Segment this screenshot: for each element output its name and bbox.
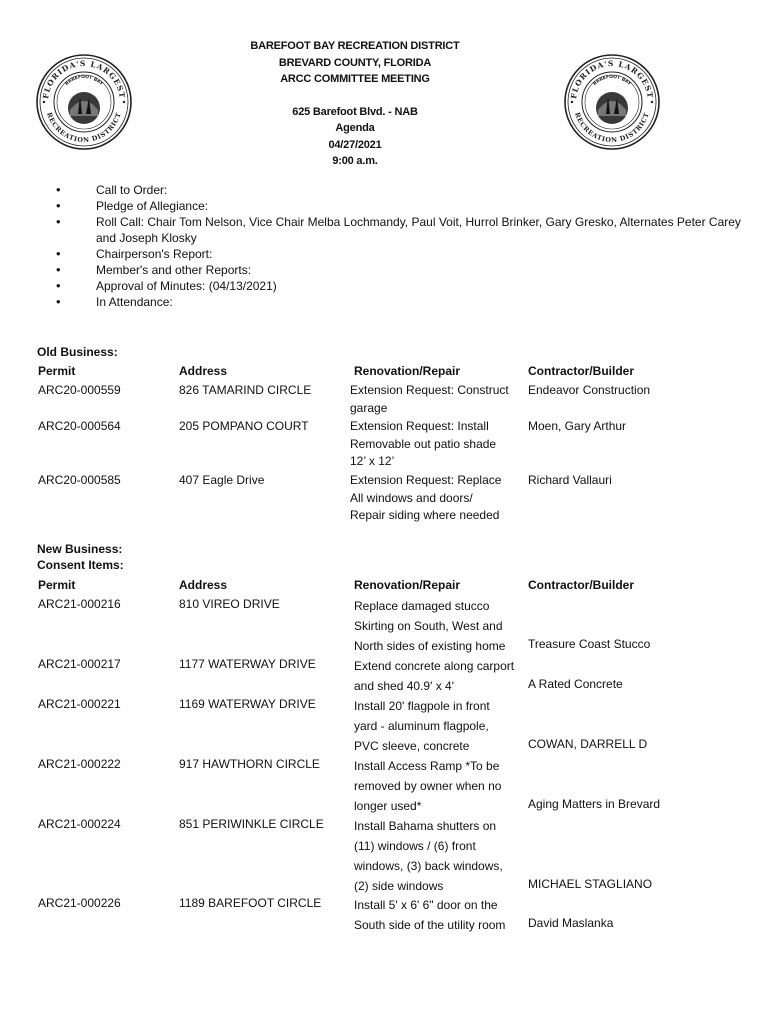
work-cell: Install Bahama shutters on (11) windows / (6) front windows, (3) back windows, (2) side windows <box>354 819 503 893</box>
agenda-item: • Member's and other Reports: <box>56 262 252 277</box>
bullet-icon: • <box>56 182 61 197</box>
contractor-cell: MICHAEL STAGLIANO <box>528 877 653 891</box>
permit-cell: ARC21-000226 <box>38 896 121 910</box>
permit-cell: ARC20-000585 <box>38 473 121 487</box>
agenda-item: • Call to Order: <box>56 182 168 197</box>
column-header: Renovation/Repair <box>354 364 461 378</box>
permit-cell: ARC21-000216 <box>38 597 121 611</box>
bullet-icon: • <box>56 278 61 293</box>
meeting-time: 9:00 a.m. <box>332 155 378 167</box>
agenda-item: • Roll Call: Chair Tom Nelson, Vice Chair Melba Lochmandy, Paul Voit, Hurrol Brinker, Gary Gresko, Alternates Peter Carey and Joseph Klosky <box>56 214 741 245</box>
work-cell: Extension Request: Replace All windows and doors/ Repair siding where needed <box>350 473 502 522</box>
work-cell: Extend concrete along carport and shed 40.9' x 4' <box>354 659 515 693</box>
column-header: Permit <box>38 364 76 378</box>
contractor-cell: Aging Matters in Brevard <box>528 797 661 811</box>
contractor-cell: Richard Vallauri <box>528 473 612 487</box>
address-cell: 851 PERIWINKLE CIRCLE <box>179 817 324 831</box>
address-cell: 1177 WATERWAY DRIVE <box>179 657 316 671</box>
address-cell: 1189 BAREFOOT CIRCLE <box>179 896 322 910</box>
address-cell: 826 TAMARIND CIRCLE <box>179 383 312 397</box>
agenda-item: • Chairperson's Report: <box>56 246 213 261</box>
permit-cell: ARC21-000222 <box>38 757 121 771</box>
agenda-header <box>0 38 710 170</box>
meeting-date: 04/27/2021 <box>328 138 382 151</box>
agenda-item: • Pledge of Allegiance: <box>56 198 209 213</box>
work-cell: Install 20' flagpole in front yard - aluminum flagpole, PVC sleeve, concrete <box>354 699 490 753</box>
svg-text:BAREFOOT BAY: BAREFOOT BAY <box>592 74 632 87</box>
contractor-cell: Treasure Coast Stucco <box>528 637 651 651</box>
permit-cell: ARC21-000217 <box>38 657 121 671</box>
work-cell: Install 5' x 6' 6" door on the South side of the utility room <box>354 898 506 932</box>
svg-text:RECREATION DISTRICT: RECREATION DISTRICT <box>573 111 651 145</box>
bullet-icon: • <box>56 294 61 309</box>
column-header: Contractor/Builder <box>528 578 635 592</box>
svg-text:FLORIDA'S LARGEST: FLORIDA'S LARGEST <box>41 58 127 100</box>
work-cell: Extension Request: Install Removable out patio shade 12’ x 12’ <box>350 419 497 468</box>
permit-cell: ARC20-000559 <box>38 383 121 397</box>
svg-text:BAREFOOT BAY: BAREFOOT BAY <box>64 74 104 87</box>
permit-cell: ARC21-000224 <box>38 817 121 831</box>
agenda-item: • In Attendance: <box>56 294 173 309</box>
county-name: BREVARD COUNTY, FLORIDA <box>278 56 432 69</box>
contractor-cell: Endeavor Construction <box>528 383 651 397</box>
work-cell: Extension Request: Construct garage <box>350 383 509 415</box>
permit-cell: ARC21-000221 <box>38 697 121 711</box>
svg-text:FLORIDA'S LARGEST: FLORIDA'S LARGEST <box>569 58 655 100</box>
agenda-item: • Approval of Minutes: (04/13/2021) <box>56 278 277 293</box>
column-header: Address <box>179 578 228 592</box>
svg-text:RECREATION DISTRICT: RECREATION DISTRICT <box>45 111 123 145</box>
document-type: Agenda <box>335 122 375 134</box>
meeting-name: ARCC COMMITTEE MEETING <box>280 73 430 85</box>
work-cell: Install Access Ramp *To be removed by owner when no longer used* <box>354 759 502 813</box>
new-business-title: New Business: <box>37 542 123 556</box>
agenda-items <box>56 182 746 310</box>
column-header: Permit <box>38 578 76 592</box>
permit-cell: ARC20-000564 <box>38 419 121 433</box>
address-cell: 1169 WATERWAY DRIVE <box>179 697 316 711</box>
district-name: BAREFOOT BAY RECREATION DISTRICT <box>250 40 460 52</box>
bullet-icon: • <box>56 262 61 277</box>
work-cell: Replace damaged stucco Skirting on South, West and North sides of existing home <box>354 599 506 653</box>
contractor-cell: A Rated Concrete <box>528 677 623 691</box>
column-header: Contractor/Builder <box>528 364 635 378</box>
bullet-icon: • <box>56 198 61 213</box>
bullet-icon: • <box>56 246 61 261</box>
meeting-address: 625 Barefoot Blvd. - NAB <box>292 105 418 118</box>
address-cell: 810 VIREO DRIVE <box>179 597 280 611</box>
contractor-cell: COWAN, DARRELL D <box>528 737 648 751</box>
address-cell: 205 POMPANO COURT <box>179 419 309 433</box>
address-cell: 917 HAWTHORN CIRCLE <box>179 757 320 771</box>
consent-items-title: Consent Items: <box>37 558 124 572</box>
contractor-cell: Moen, Gary Arthur <box>528 419 627 433</box>
column-header: Renovation/Repair <box>354 578 461 592</box>
bullet-icon: • <box>56 214 61 229</box>
column-header: Address <box>179 364 228 378</box>
old-business-title: Old Business: <box>37 345 118 359</box>
contractor-cell: David Maslanka <box>528 916 614 930</box>
address-cell: 407 Eagle Drive <box>179 473 265 487</box>
